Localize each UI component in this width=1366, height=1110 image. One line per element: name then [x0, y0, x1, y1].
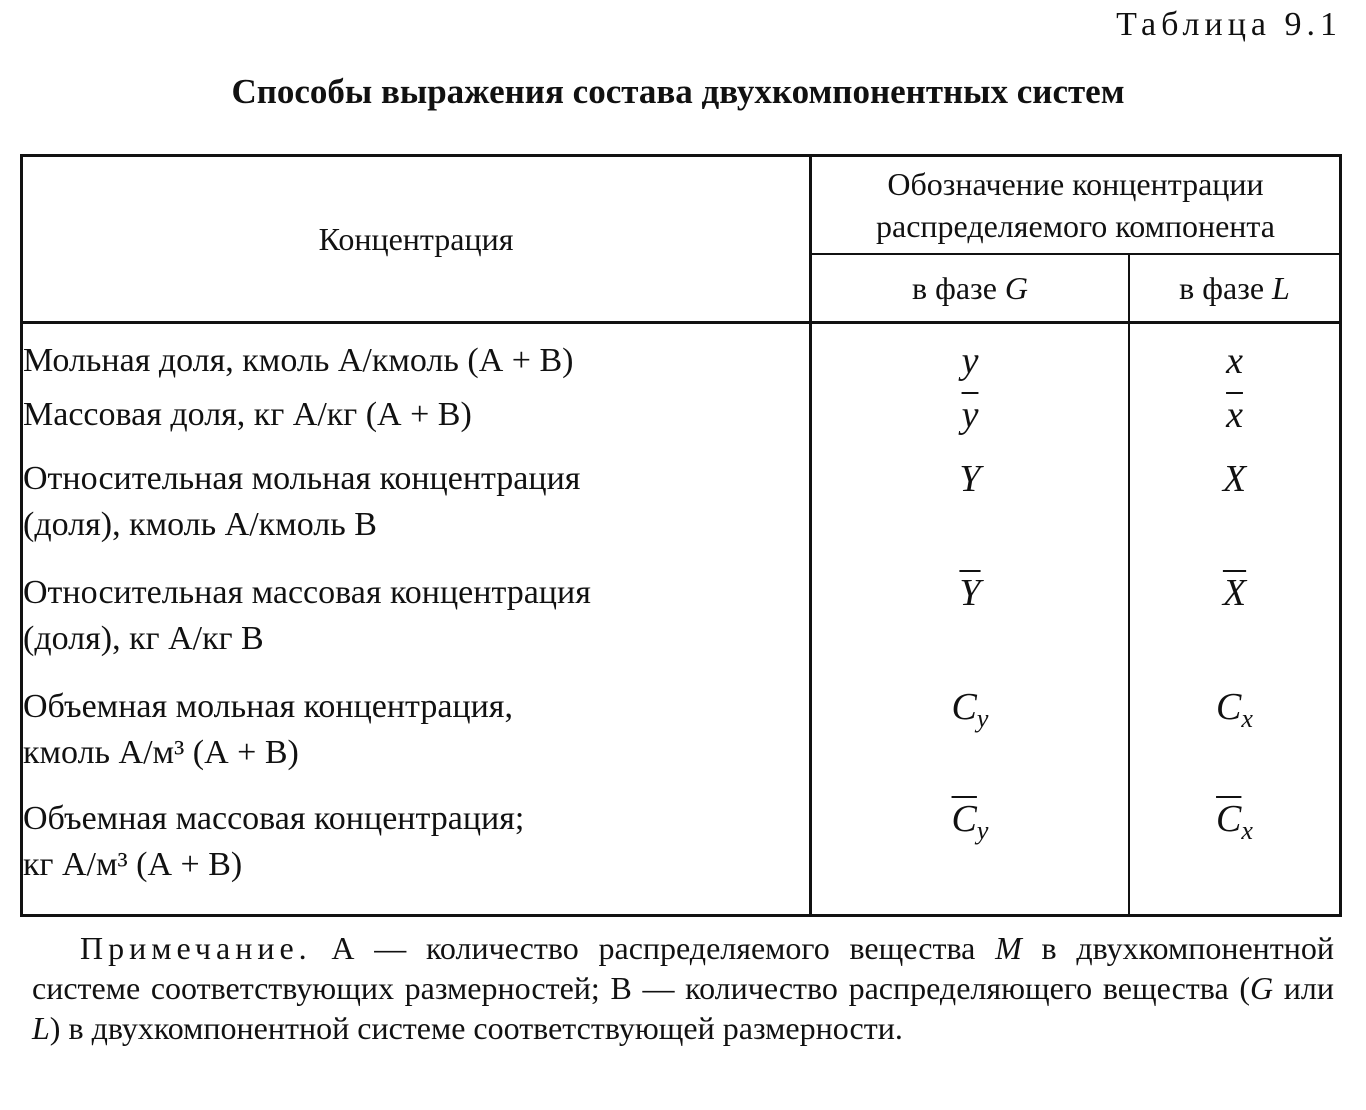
- header-designation-line2: распределяемого компонента: [876, 208, 1275, 244]
- symbol-subscript: y: [976, 816, 989, 845]
- table-row: [22, 796, 1341, 916]
- symbol-base: $\overline{y}$: [961, 394, 979, 436]
- concentration-name: [22, 456, 811, 570]
- table-number-label: Таблица 9.1: [1116, 6, 1342, 43]
- symbol-phase-g: [811, 456, 1130, 570]
- header-concentration: Концентрация: [22, 156, 811, 323]
- concentration-name: [22, 323, 811, 393]
- concentration-name: [22, 796, 811, 916]
- symbol-phase-l: [1129, 684, 1341, 796]
- concentration-name-line1: Относительная мольная концентрация: [23, 460, 581, 497]
- symbol-phase-l: [1129, 323, 1341, 393]
- concentration-name-line1: Массовая доля, кг А/кг (А + В): [23, 396, 472, 433]
- table-row: [22, 456, 1341, 570]
- header-phase-l-prefix: в фазе: [1179, 269, 1265, 306]
- symbol-base: $\overline{X}$: [1222, 572, 1247, 614]
- symbol-base: y: [961, 340, 979, 382]
- symbol-base: x: [1226, 340, 1243, 382]
- symbol-base: $\overline{C}$: [951, 798, 977, 840]
- table-footnote: [32, 928, 1334, 1048]
- header-designation-line1: Обозначение концентрации: [887, 166, 1264, 202]
- symbol-base: $\overline{C}$: [1216, 798, 1242, 840]
- symbol-phase-l: [1129, 570, 1341, 684]
- table-row: [22, 323, 1341, 393]
- footnote-m-letter: M: [995, 930, 1022, 966]
- concentration-name-line1: Относительная массовая концентрация: [23, 574, 591, 611]
- symbol-phase-l: [1129, 796, 1341, 916]
- symbol-phase-g: [811, 796, 1130, 916]
- symbol-phase-g: [811, 684, 1130, 796]
- symbol-base: C: [1216, 686, 1242, 728]
- header-phase-g-prefix: в фазе: [912, 269, 997, 306]
- header-designation: [811, 156, 1341, 255]
- header-phase-l: [1129, 254, 1341, 323]
- concentration-name-line1: Объемная мольная концентрация,: [23, 688, 513, 725]
- table-title: Способы выражения состава двухкомпонентных систем: [231, 72, 1125, 111]
- symbol-subscript: y: [976, 704, 989, 733]
- footnote-text-2: в двухкомпонентной системе соответствующих размерностей; В — количество распределяющего вещества (: [32, 930, 1334, 1006]
- symbol-base: $\overline{x}$: [1226, 394, 1243, 436]
- concentration-name-line2: кг А/м³ (А + В): [23, 846, 243, 883]
- table-row: [22, 392, 1341, 456]
- concentration-name-line2: (доля), кг А/кг В: [23, 620, 264, 657]
- concentration-name-line1: Объемная массовая концентрация;: [23, 800, 525, 837]
- concentration-name-line2: кмоль А/м³ (А + В): [23, 734, 299, 771]
- symbol-phase-l: [1129, 392, 1341, 456]
- symbol-phase-g: [811, 323, 1130, 393]
- concentration-name: [22, 392, 811, 456]
- concentration-name: [22, 684, 811, 796]
- symbol-subscript: x: [1241, 816, 1253, 845]
- concentration-name: [22, 570, 811, 684]
- symbol-base: $\overline{Y}$: [959, 572, 981, 614]
- concentration-name-line1: Мольная доля, кмоль А/кмоль (А + В): [23, 342, 574, 379]
- symbol-phase-l: [1129, 456, 1341, 570]
- header-phase-g-letter: G: [1004, 269, 1028, 306]
- footnote-text-3: или: [1273, 970, 1335, 1006]
- symbol-phase-g: [811, 392, 1130, 456]
- header-phase-l-letter: L: [1272, 269, 1290, 306]
- footnote-text-1: А — количество распределяемого вещества: [311, 930, 996, 966]
- concentration-name-line2: (доля), кмоль А/кмоль В: [23, 506, 377, 543]
- symbol-base: C: [951, 686, 977, 728]
- symbol-base: X: [1222, 458, 1247, 500]
- symbol-subscript: x: [1241, 704, 1253, 733]
- composition-table: [20, 154, 1342, 917]
- table-row: [22, 570, 1341, 684]
- footnote-text-4: ) в двухкомпонентной системе соответствующей размерности.: [49, 1010, 903, 1046]
- symbol-base: Y: [959, 458, 981, 500]
- footnote-l-letter: L: [32, 1010, 50, 1046]
- table-row: [22, 684, 1341, 796]
- symbol-phase-g: [811, 570, 1130, 684]
- footnote-g-letter: G: [1250, 970, 1274, 1006]
- header-phase-g: [811, 254, 1130, 323]
- footnote-label: Примечание.: [80, 930, 312, 966]
